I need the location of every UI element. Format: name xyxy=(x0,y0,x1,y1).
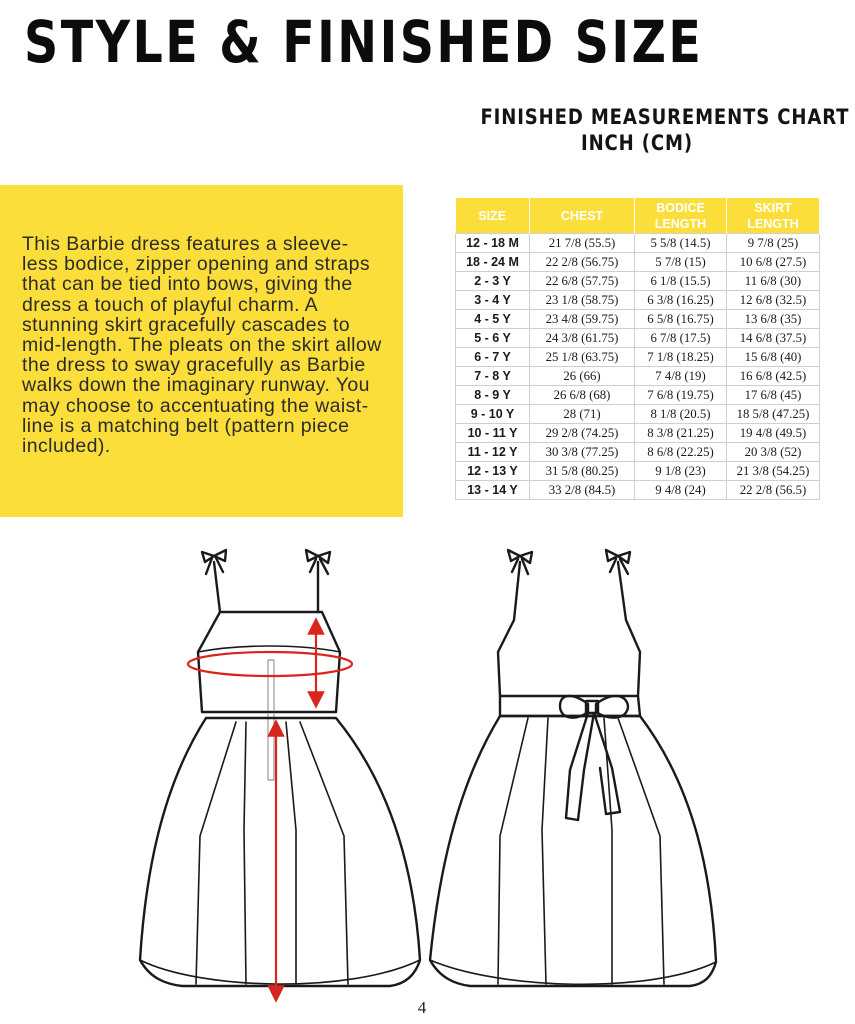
size-cell: 7 - 8 Y xyxy=(456,367,530,386)
table-row xyxy=(456,291,820,310)
bodice-cell: 6 3/8 (16.25) xyxy=(635,291,727,310)
page-number: 4 xyxy=(417,998,427,1017)
chart-heading-line2: INCH (CM) xyxy=(581,131,693,155)
chest-cell: 24 3/8 (61.75) xyxy=(530,329,635,348)
header-chest: CHEST xyxy=(530,198,635,234)
skirt-cell: 21 3/8 (54.25) xyxy=(727,462,820,481)
table-row xyxy=(456,405,820,424)
table-row xyxy=(456,462,820,481)
table-row xyxy=(456,234,820,253)
bodice-cell: 7 4/8 (19) xyxy=(635,367,727,386)
table-row xyxy=(456,348,820,367)
belt-bow xyxy=(560,696,628,820)
size-cell: 11 - 12 Y xyxy=(456,443,530,462)
chest-cell: 22 2/8 (56.75) xyxy=(530,253,635,272)
size-cell: 9 - 10 Y xyxy=(456,405,530,424)
zipper xyxy=(268,660,274,780)
skirt-cell: 16 6/8 (42.5) xyxy=(727,367,820,386)
skirt-cell: 14 6/8 (37.5) xyxy=(727,329,820,348)
table-row xyxy=(456,253,820,272)
bodice xyxy=(198,612,340,712)
table-row xyxy=(456,329,820,348)
size-cell: 12 - 18 M xyxy=(456,234,530,253)
table-row xyxy=(456,424,820,443)
bodice-cell: 8 6/8 (22.25) xyxy=(635,443,727,462)
bodice-cell: 5 7/8 (15) xyxy=(635,253,727,272)
skirt-cell: 13 6/8 (35) xyxy=(727,310,820,329)
back-right-edge xyxy=(618,562,640,696)
bodice-cell: 6 1/8 (15.5) xyxy=(635,272,727,291)
bodice-cell: 7 1/8 (18.25) xyxy=(635,348,727,367)
size-cell: 2 - 3 Y xyxy=(456,272,530,291)
chest-cell: 31 5/8 (80.25) xyxy=(530,462,635,481)
table-row xyxy=(456,310,820,329)
skirt-cell: 15 6/8 (40) xyxy=(727,348,820,367)
size-cell: 13 - 14 Y xyxy=(456,481,530,500)
chest-cell: 33 2/8 (84.5) xyxy=(530,481,635,500)
bodice-cell: 8 1/8 (20.5) xyxy=(635,405,727,424)
waist-belt xyxy=(500,696,640,716)
header-size: SIZE xyxy=(456,198,530,234)
page-title: STYLE & FINISHED SIZE xyxy=(24,8,704,76)
chest-cell: 22 6/8 (57.75) xyxy=(530,272,635,291)
measurement-guides xyxy=(188,626,352,994)
bodice-cell: 6 7/8 (17.5) xyxy=(635,329,727,348)
chest-cell: 26 (66) xyxy=(530,367,635,386)
chart-heading xyxy=(455,104,850,156)
back-left-edge xyxy=(498,562,520,696)
size-cell: 6 - 7 Y xyxy=(456,348,530,367)
size-cell: 3 - 4 Y xyxy=(456,291,530,310)
chest-cell: 23 1/8 (58.75) xyxy=(530,291,635,310)
table-row xyxy=(456,443,820,462)
size-cell: 12 - 13 Y xyxy=(456,462,530,481)
chest-cell: 23 4/8 (59.75) xyxy=(530,310,635,329)
header-skirt-length: SKIRT LENGTH xyxy=(727,198,820,234)
chest-cell: 21 7/8 (55.5) xyxy=(530,234,635,253)
back-skirt xyxy=(430,716,716,986)
bodice-cell: 6 5/8 (16.75) xyxy=(635,310,727,329)
dress-back-illustration xyxy=(430,550,716,986)
table-header-row xyxy=(456,198,820,234)
size-cell: 8 - 9 Y xyxy=(456,386,530,405)
bodice-cell: 8 3/8 (21.25) xyxy=(635,424,727,443)
description-text: This Barbie dress features a sleeve-less bodice, zipper opening and straps that can be tied into bows, giving the dress a touch of playful charm. A stunning skirt gracefully cascades to mid-length. The pleats on the skirt allow the dress to sway gracefully as Barbie walks down the imaginary runway. You may choose to accentuating the waist-line is a matching belt (pattern piece included). xyxy=(22,233,382,458)
size-cell: 10 - 11 Y xyxy=(456,424,530,443)
skirt-cell: 11 6/8 (30) xyxy=(727,272,820,291)
bodice-cell: 9 1/8 (23) xyxy=(635,462,727,481)
skirt-cell: 12 6/8 (32.5) xyxy=(727,291,820,310)
chest-cell: 28 (71) xyxy=(530,405,635,424)
table-row xyxy=(456,272,820,291)
chest-cell: 26 6/8 (68) xyxy=(530,386,635,405)
skirt-cell: 9 7/8 (25) xyxy=(727,234,820,253)
chart-heading-line1: FINISHED MEASUREMENTS CHART xyxy=(480,105,850,129)
strap-left xyxy=(214,562,220,612)
measurements-table xyxy=(455,198,820,500)
size-cell: 5 - 6 Y xyxy=(456,329,530,348)
dress-illustrations xyxy=(0,540,855,1005)
size-cell: 18 - 24 M xyxy=(456,253,530,272)
table-row xyxy=(456,386,820,405)
bodice-cell: 5 5/8 (14.5) xyxy=(635,234,727,253)
skirt-cell: 20 3/8 (52) xyxy=(727,443,820,462)
chest-cell: 30 3/8 (77.25) xyxy=(530,443,635,462)
bodice-cell: 9 4/8 (24) xyxy=(635,481,727,500)
size-cell: 4 - 5 Y xyxy=(456,310,530,329)
skirt-cell: 22 2/8 (56.5) xyxy=(727,481,820,500)
skirt-cell: 17 6/8 (45) xyxy=(727,386,820,405)
table-row xyxy=(456,481,820,500)
table-row xyxy=(456,367,820,386)
skirt-cell: 18 5/8 (47.25) xyxy=(727,405,820,424)
header-bodice-length: BODICE LENGTH xyxy=(635,198,727,234)
skirt xyxy=(140,718,420,986)
bodice-cell: 7 6/8 (19.75) xyxy=(635,386,727,405)
chest-cell: 29 2/8 (74.25) xyxy=(530,424,635,443)
skirt-cell: 10 6/8 (27.5) xyxy=(727,253,820,272)
chest-cell: 25 1/8 (63.75) xyxy=(530,348,635,367)
chest-measurement-loop xyxy=(188,652,352,676)
skirt-cell: 19 4/8 (49.5) xyxy=(727,424,820,443)
dress-front-illustration xyxy=(140,550,420,986)
